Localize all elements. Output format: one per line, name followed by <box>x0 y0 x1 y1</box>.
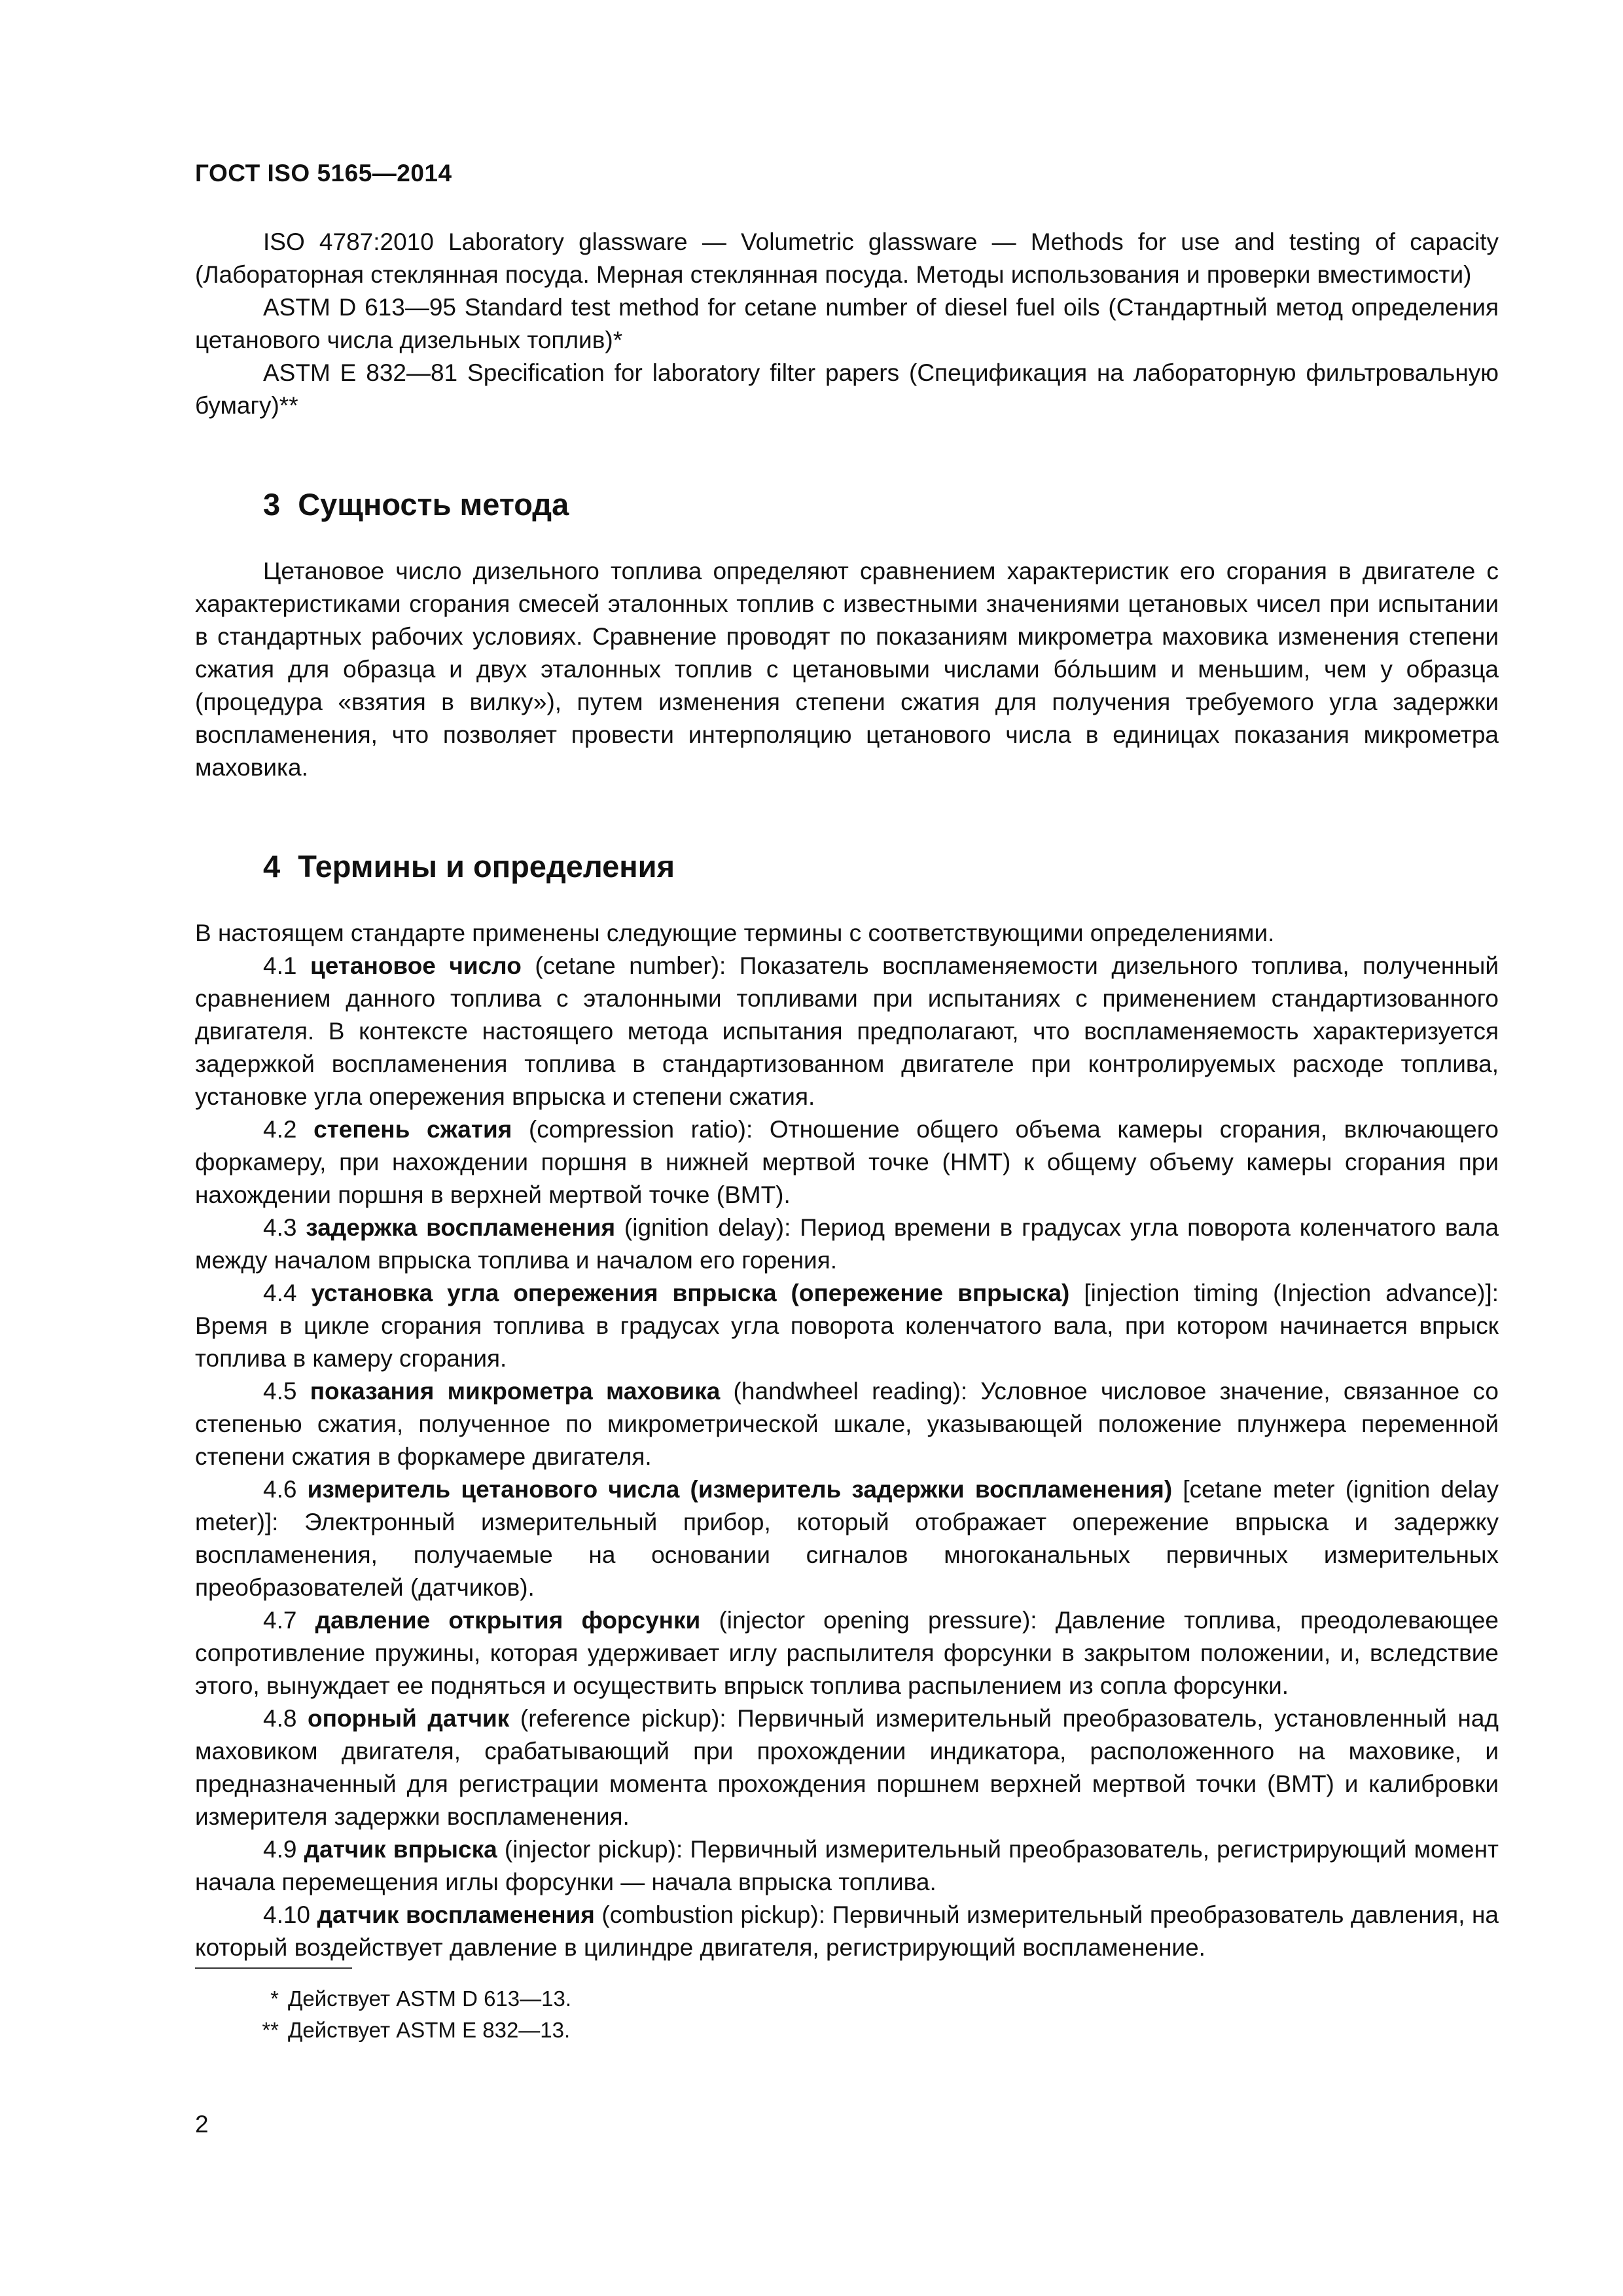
section-4-heading <box>195 847 1499 886</box>
term-name: измеритель цетанового числа (измеритель задержки воспламенения) <box>307 1476 1173 1503</box>
term-definition: (compression ratio): Отношение общего объема камеры сгорания, включающего форкамеру, при нахождении поршня в нижней мертвой точке (НМТ) к общему объему камеры сгорания при нахождении поршня в верхней мертвой точке (ВМТ). <box>195 1116 1499 1208</box>
term-number: 4.5 <box>263 1378 297 1405</box>
section-3-text: Цетановое число дизельного топлива определяют сравнением характеристик его сгорания в двигателе с характеристиками сгорания смесей эталонных топлив с известными значениями цетановых чисел при испытании в стандартных рабочих условиях. Сравнение проводят по показаниям микрометра маховика изменения степени сжатия для образца и двух эталонных топлив с цетановыми числами бóльшим и меньшим, чем у образца (процедура «взятия в вилку»), путем изменения степени сжатия для получения требуемого угла задержки воспламенения, что позволяет провести интерполяцию цетанового числа в единицах показания микрометра маховика. <box>195 558 1499 781</box>
spacer <box>195 422 1499 485</box>
term-number: 4.6 <box>263 1476 297 1503</box>
term-definition: (reference pickup): Первичный измерительный преобразователь, установленный над маховиком двигателя, срабатывающий при прохождении индикатора, расположенного на маховике, и предназначенный для регистрации момента прохождения поршнем верхней мертвой точки (ВМТ) и калибровки измерителя задержки воспламенения. <box>195 1705 1499 1830</box>
footnote-mark: ** <box>262 2018 279 2042</box>
section-3-heading <box>195 485 1499 524</box>
section-3-title: Сущность метода <box>298 487 569 522</box>
footnote-1 <box>195 1983 1499 2015</box>
term-definition: (combustion pickup): Первичный измерительный преобразователь давления, на который воздействует давление в цилиндре двигателя, регистрирующий воспламенение. <box>195 1901 1499 1961</box>
term-4-2 <box>195 1113 1499 1211</box>
term-definition: (ignition delay): Период времени в градусах угла поворота коленчатого вала между началом впрыска топлива и началом его горения. <box>195 1214 1499 1274</box>
term-name: датчик впрыска <box>304 1836 497 1863</box>
section-4-number: 4 <box>263 849 281 884</box>
term-number: 4.8 <box>263 1705 297 1732</box>
term-4-7 <box>195 1604 1499 1702</box>
term-number: 4.10 <box>263 1901 311 1928</box>
term-definition: (cetane number): Показатель воспламеняемости дизельного топлива, полученный сравнением данного топлива с эталонными топливами при испытаниях с применением стандартизованного двигателя. В контексте настоящего метода испытания предполагают, что воспламеняемость характеризуется задержкой воспламенения топлива в стандартизованном двигателе при контролируемых расходе топлива, установке угла опережения впрыска и степени сжатия. <box>195 952 1499 1110</box>
footnote-mark: * <box>270 1986 279 2011</box>
spacer <box>195 784 1499 847</box>
term-number: 4.9 <box>263 1836 297 1863</box>
term-name: давление открытия форсунки <box>315 1607 701 1634</box>
footnote-2 <box>195 2015 1499 2046</box>
reference-astm-e832: ASTM E 832—81 Specification for laboratory filter papers (Спецификация на лабораторную фильтровальную бумагу)** <box>195 359 1499 419</box>
term-definition: [cetane meter (ignition delay meter)]: Электронный измерительный прибор, который отображает опережение впрыска и задержку воспламенения, получаемые на основании сигналов многоканальных первичных измерительных преобразователей (датчиков). <box>195 1476 1499 1601</box>
page-number: 2 <box>195 2111 209 2138</box>
term-number: 4.4 <box>263 1280 297 1306</box>
term-4-10 <box>195 1899 1499 1964</box>
footnote-divider <box>195 1967 352 1969</box>
term-4-6 <box>195 1473 1499 1604</box>
term-4-9 <box>195 1833 1499 1899</box>
term-4-1 <box>195 950 1499 1113</box>
footnotes <box>195 1983 1499 2046</box>
section-4-intro: В настоящем стандарте применены следующие термины с соответствующими определениями. <box>195 920 1275 946</box>
term-definition: (handwheel reading): Условное числовое значение, связанное со степенью сжатия, полученное по микрометрической шкале, указывающей положение плунжера переменной степени сжатия в форкамере двигателя. <box>195 1378 1499 1470</box>
term-number: 4.3 <box>263 1214 297 1241</box>
term-name: датчик воспламенения <box>317 1901 595 1928</box>
term-number: 4.7 <box>263 1607 297 1634</box>
term-name: опорный датчик <box>308 1705 510 1732</box>
footnote-text: Действует ASTM D 613—13. <box>288 1986 571 2011</box>
spacer <box>195 524 1499 555</box>
document-header: ГОСТ ISO 5165—2014 <box>195 160 452 187</box>
term-4-3 <box>195 1211 1499 1277</box>
term-number: 4.1 <box>263 952 297 979</box>
section-4-title: Термины и определения <box>298 849 675 884</box>
reference-iso-4787: ISO 4787:2010 Laboratory glassware — Volumetric glassware — Methods for use and testing of capacity (Лабораторная стеклянная посуда. Мерная стеклянная посуда. Методы использования и проверки вместимости) <box>195 228 1499 288</box>
spacer <box>195 886 1499 917</box>
reference-astm-d613: ASTM D 613—95 Standard test method for cetane number of diesel fuel oils (Стандартный метод определения цетанового числа дизельных топлив)* <box>195 294 1499 353</box>
term-definition: (injector pickup): Первичный измерительный преобразователь, регистрирующий момент начала перемещения иглы форсунки — начала впрыска топлива. <box>195 1836 1499 1895</box>
term-definition: (injector opening pressure): Давление топлива, преодолевающее сопротивление пружины, которая удерживает иглу распылителя форсунки в закрытом положении, и, вследствие этого, вынуждает ее подняться и осуществить впрыск топлива распылением из сопла форсунки. <box>195 1607 1499 1699</box>
term-name: задержка воспламенения <box>306 1214 616 1241</box>
term-name: установка угла опережения впрыска (опережение впрыска) <box>311 1280 1070 1306</box>
page-content <box>195 226 1499 1964</box>
term-name: цетановое число <box>310 952 522 979</box>
term-4-5 <box>195 1375 1499 1473</box>
term-name: показания микрометра маховика <box>310 1378 721 1405</box>
term-4-4 <box>195 1277 1499 1375</box>
footnote-text: Действует ASTM E 832—13. <box>288 2018 571 2042</box>
term-definition: [injection timing (Injection advance)]: Время в цикле сгорания топлива в градусах угла поворота коленчатого вала, при котором начинается впрыск топлива в камеру сгорания. <box>195 1280 1499 1372</box>
term-number: 4.2 <box>263 1116 297 1143</box>
section-3-number: 3 <box>263 487 281 522</box>
term-4-8 <box>195 1702 1499 1833</box>
term-name: степень сжатия <box>313 1116 512 1143</box>
